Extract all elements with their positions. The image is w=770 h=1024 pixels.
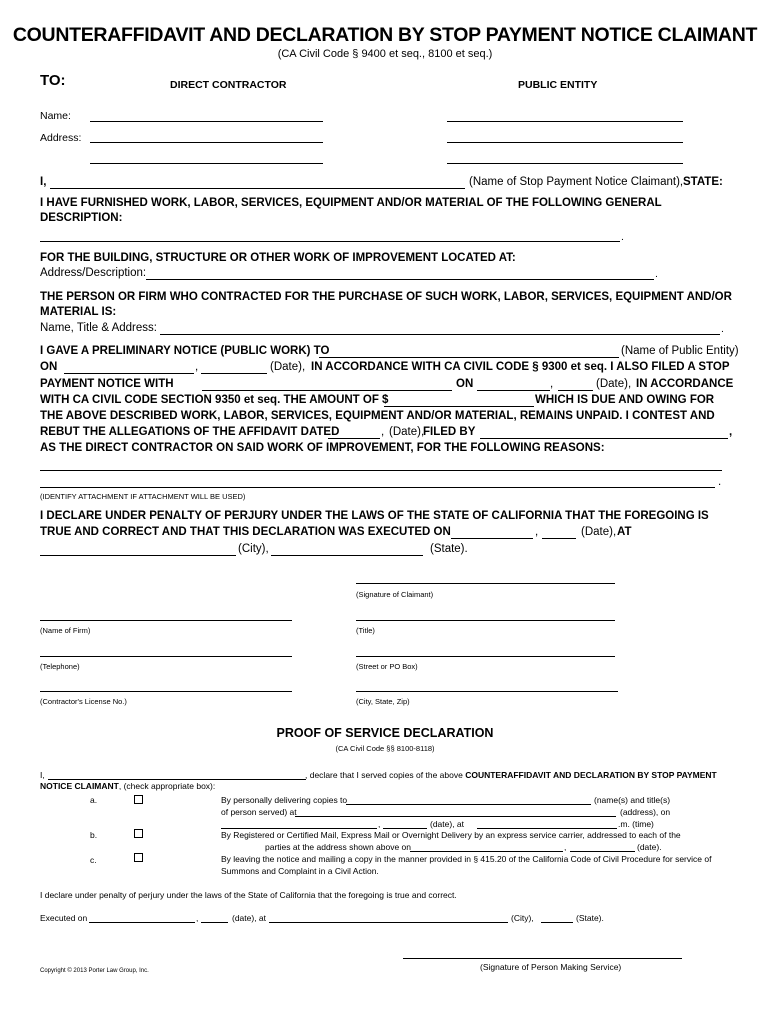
claimant-signature-line[interactable] (356, 583, 615, 584)
city-state-zip-line[interactable] (356, 691, 618, 692)
at-label: AT (617, 526, 632, 538)
option-b-text-2b: (date). (637, 842, 662, 852)
notice-line-1a: I GAVE A PRELIMINARY NOTICE (PUBLIC WORK) TO (40, 345, 330, 357)
claimant-name-line[interactable] (50, 188, 465, 189)
state-caption: (State). (430, 543, 468, 555)
address-description-label: Address/Description: (40, 267, 147, 279)
firm-line[interactable] (40, 620, 292, 621)
option-c-checkbox[interactable] (134, 853, 143, 862)
claimant-name-caption: (Name of Stop Payment Notice Claimant), (469, 176, 684, 188)
name-title-address-label: Name, Title & Address: (40, 322, 157, 334)
served-address-line[interactable] (295, 816, 616, 817)
amount-line[interactable] (384, 406, 534, 407)
declare-line-1: I DECLARE UNDER PENALTY OF PERJURY UNDER THE LAWS OF THE STATE OF CALIFORNIA THAT THE FOREGOING IS (40, 510, 709, 522)
executed-state-caption: (State). (576, 913, 604, 923)
served-names-line[interactable] (346, 804, 591, 805)
city-caption: (City), (238, 543, 269, 555)
comma: , (378, 819, 381, 829)
reasons-line-2[interactable] (40, 487, 715, 488)
option-a-text-1b: (name(s) and title(s) (594, 795, 671, 805)
contractor-name-line[interactable] (90, 121, 323, 122)
notice-line-5: THE ABOVE DESCRIBED WORK, LABOR, SERVICES, EQUIPMENT AND/OR MATERIAL, REMAINS UNPAID. I CONTEST AND (40, 410, 715, 422)
contracted-line-1: THE PERSON OR FIRM WHO CONTRACTED FOR THE PURCHASE OF SUCH WORK, LABOR, SERVICES, EQUIPMENT AND/OR (40, 291, 732, 303)
option-a-text-3b: .m. (time) (618, 819, 654, 829)
proof-declare-plain: , declare that I served copies of the above (305, 770, 463, 780)
affidavit-date-line[interactable] (328, 438, 380, 439)
proof-state-line[interactable] (541, 922, 573, 923)
comma: , (535, 526, 539, 538)
contracted-line-2: MATERIAL IS: (40, 306, 117, 318)
option-c-label: c. (90, 855, 97, 865)
proof-city-line[interactable] (269, 922, 508, 923)
proof-heading: PROOF OF SERVICE DECLARATION (276, 726, 494, 740)
form-title: COUNTERAFFIDAVIT AND DECLARATION BY STOP PAYMENT NOTICE CLAIMANT (12, 24, 758, 46)
option-c-text-1: By leaving the notice and mailing a copy in the manner provided in § 415.20 of the California Code of Civil Procedure for service of (221, 854, 712, 864)
proof-declare-bold: COUNTERAFFIDAVIT AND DECLARATION BY STOP PAYMENT (465, 770, 717, 780)
executed-on-label: Executed on (40, 913, 88, 923)
contractor-address-line-1[interactable] (90, 142, 323, 143)
license-line[interactable] (40, 691, 292, 692)
state-line[interactable] (271, 555, 423, 556)
firm-caption: (Name of Firm) (40, 626, 91, 635)
telephone-caption: (Telephone) (40, 662, 80, 671)
proof-notice-plain: , (check appropriate box): (118, 781, 216, 791)
public-entity-line[interactable] (319, 357, 619, 358)
notice-line-7: AS THE DIRECT CONTRACTOR ON SAID WORK OF IMPROVEMENT, FOR THE FOLLOWING REASONS: (40, 442, 605, 454)
address-label: Address: (40, 132, 82, 144)
option-a-checkbox[interactable] (134, 795, 143, 804)
city-line[interactable] (40, 555, 236, 556)
option-a-label: a. (90, 795, 98, 805)
contractor-address-line-2[interactable] (90, 163, 323, 164)
notice-line-3a: PAYMENT NOTICE WITH (40, 378, 174, 390)
license-caption: (Contractor's License No.) (40, 697, 127, 706)
state-label: STATE: (683, 176, 723, 188)
comma: , (550, 378, 554, 390)
date-caption-3: (Date), (389, 426, 425, 438)
served-time-line[interactable] (477, 828, 617, 829)
proof-notice-line (40, 781, 215, 791)
option-a-text-2b: (address), on (620, 807, 671, 817)
title-line[interactable] (356, 620, 615, 621)
server-name-line[interactable] (48, 779, 306, 780)
notice-on-label: ON (40, 361, 58, 373)
proof-date-line-1[interactable] (89, 922, 195, 923)
telephone-line[interactable] (40, 656, 292, 657)
option-b-checkbox[interactable] (134, 829, 143, 838)
executed-date-line-2[interactable] (542, 538, 576, 539)
address-period: . (655, 268, 658, 280)
description-line[interactable] (40, 241, 620, 242)
executed-city-caption: (City), (511, 913, 534, 923)
claimant-prefix: I, (40, 176, 47, 188)
comma: , (196, 913, 199, 923)
name-title-address-line[interactable] (160, 334, 720, 335)
date-caption-1: (Date), (270, 361, 306, 373)
date-caption-4: (Date), (581, 526, 617, 538)
copyright: Copyright © 2013 Porter Law Group, Inc. (40, 968, 149, 974)
city-state-zip-caption: (City, State, Zip) (356, 697, 410, 706)
building-heading: FOR THE BUILDING, STRUCTURE OR OTHER WORK OF IMPROVEMENT LOCATED AT: (40, 252, 516, 264)
server-signature-line[interactable] (403, 958, 682, 959)
executed-date-line-1[interactable] (451, 538, 533, 539)
served-date-line-2[interactable] (383, 828, 427, 829)
reasons-period: . (718, 476, 722, 488)
server-signature-caption: (Signature of Person Making Service) (480, 962, 622, 972)
declare-line-2a: TRUE AND CORRECT AND THAT THIS DECLARATION WAS EXECUTED ON (40, 526, 451, 538)
description-period: . (621, 231, 624, 243)
proof-date-line-2[interactable] (201, 922, 228, 923)
reasons-line-1[interactable] (40, 470, 722, 471)
date-caption-2: (Date), (596, 378, 632, 390)
notice-line-6a: REBUT THE ALLEGATIONS OF THE AFFIDAVIT DATED (40, 426, 340, 438)
executed-date-caption: (date), at (232, 913, 267, 923)
public-entity-heading: PUBLIC ENTITY (518, 79, 598, 91)
form-subtitle: (CA Civil Code § 9400 et seq., 8100 et seq.) (277, 48, 493, 60)
notice-line-4b: WHICH IS DUE AND OWING FOR (535, 394, 715, 406)
stop-notice-date-line-1[interactable] (477, 390, 550, 391)
comma: , (729, 426, 733, 438)
name-label: Name: (40, 110, 71, 122)
direct-contractor-heading: DIRECT CONTRACTOR (170, 79, 287, 91)
public-entity-caption: (Name of Public Entity) (621, 345, 739, 357)
comma: , (381, 426, 385, 438)
to-label: TO: (40, 72, 66, 89)
option-a-text-3a: (date), at (430, 819, 465, 829)
notice-line-3b: ON (456, 378, 474, 390)
notice-line-4a: WITH CA CIVIL CODE SECTION 9350 et seq. THE AMOUNT OF $ (40, 394, 389, 406)
notice-date-line-2[interactable] (201, 373, 267, 374)
proof-i-label: I, (40, 770, 45, 780)
filed-by-line[interactable] (480, 438, 728, 439)
option-b-text-1: By Registered or Certified Mail, Express Mail or Overnight Delivery by an express service carrier, addressed to each of the (221, 830, 681, 840)
furnished-line-1: I HAVE FURNISHED WORK, LABOR, SERVICES, EQUIPMENT AND/OR MATERIAL OF THE FOLLOWING GENERAL (40, 197, 662, 209)
street-caption: (Street or PO Box) (356, 662, 418, 671)
street-line[interactable] (356, 656, 615, 657)
claimant-signature-caption: (Signature of Claimant) (356, 590, 434, 599)
title-caption: (Title) (356, 626, 375, 635)
option-b-text-2a: parties at the address shown above on (265, 842, 412, 852)
entity-name-line[interactable] (447, 121, 683, 122)
mail-date-line-2[interactable] (570, 851, 635, 852)
proof-notice-bold: NOTICE CLAIMANT (40, 781, 119, 791)
served-date-line-1[interactable] (221, 828, 377, 829)
stop-notice-date-line-2[interactable] (558, 390, 593, 391)
furnished-line-2: DESCRIPTION: (40, 212, 123, 224)
option-a-text-1a: By personally delivering copies to (221, 795, 348, 805)
proof-declare-text (305, 770, 717, 780)
proof-penalty-statement: I declare under penalty of perjury under the laws of the State of California that the foregoing is true and correct. (40, 890, 457, 900)
stop-notice-with-line[interactable] (202, 390, 452, 391)
comma: , (195, 361, 199, 373)
name-title-period: . (721, 323, 724, 335)
comma: , (564, 842, 567, 852)
mail-date-line-1[interactable] (410, 851, 563, 852)
entity-address-line-1[interactable] (447, 142, 683, 143)
option-a-text-2a: of person served) at (221, 807, 297, 817)
address-description-line[interactable] (146, 279, 654, 280)
option-c-text-2: Summons and Complaint in a Civil Action. (221, 866, 379, 876)
notice-line-2c: IN ACCORDANCE WITH CA CIVIL CODE § 9300 et seq. I ALSO FILED A STOP (311, 361, 730, 373)
option-b-label: b. (90, 830, 98, 840)
attachment-note: (IDENTIFY ATTACHMENT IF ATTACHMENT WILL BE USED) (40, 492, 246, 501)
notice-date-line-1[interactable] (64, 373, 194, 374)
proof-subheading: (CA Civil Code §§ 8100-8118) (335, 744, 435, 753)
notice-line-3d: IN ACCORDANCE (636, 378, 734, 390)
filed-by-label: FILED BY (423, 426, 476, 438)
entity-address-line-2[interactable] (447, 163, 683, 164)
